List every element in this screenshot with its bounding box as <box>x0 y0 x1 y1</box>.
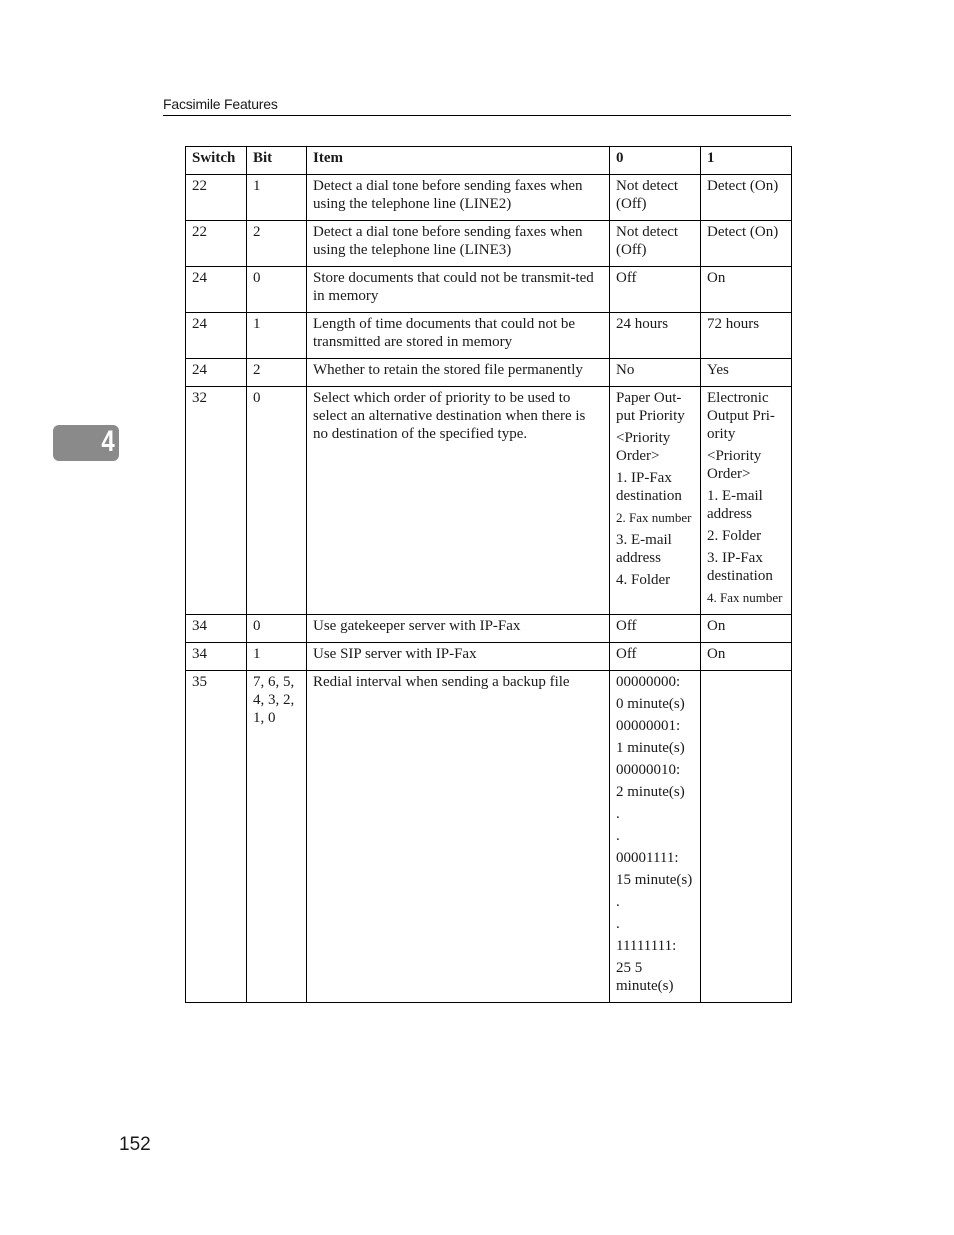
table-row <box>186 387 792 615</box>
item-cell: Use gatekeeper server with IP-Fax <box>307 615 610 643</box>
value-line: Off <box>616 270 637 286</box>
header-switch: Switch <box>186 147 247 175</box>
switch-cell: 34 <box>186 643 247 671</box>
value-line: . <box>616 828 620 844</box>
value-0-cell <box>610 221 701 267</box>
table-row <box>186 359 792 387</box>
switch-cell: 34 <box>186 615 247 643</box>
value-1-cell <box>701 221 792 267</box>
value-line: 1. IP-Fax destination <box>616 470 682 504</box>
switch-cell: 24 <box>186 267 247 313</box>
switch-settings-table <box>185 146 792 1003</box>
bit-cell: 0 <box>247 615 307 643</box>
value-line: 2. Fax number <box>616 510 692 525</box>
bit-cell: 2 <box>247 221 307 267</box>
chapter-tab <box>53 425 119 461</box>
item-cell: Detect a dial tone before sending faxes when using the telephone line (LINE2) <box>307 175 610 221</box>
value-line: Paper Out-put Priority <box>616 390 685 424</box>
value-line: . <box>616 916 620 932</box>
bit-cell: 1 <box>247 313 307 359</box>
value-line: 00001111: <box>616 850 679 866</box>
value-line: Electronic Output Pri-ority <box>707 390 775 442</box>
value-line: 1. E-mail address <box>707 488 763 522</box>
table-row <box>186 221 792 267</box>
table-row <box>186 671 792 1003</box>
item-cell: Redial interval when sending a backup file <box>307 671 610 1003</box>
value-1-cell <box>701 359 792 387</box>
table-body <box>186 175 792 1003</box>
value-line: 4. Folder <box>616 572 671 588</box>
value-1-cell <box>701 615 792 643</box>
value-line: 4. Fax number <box>707 590 783 605</box>
value-0-cell <box>610 359 701 387</box>
header-value-1: 1 <box>701 147 792 175</box>
value-line: No <box>616 362 635 378</box>
bit-cell: 2 <box>247 359 307 387</box>
value-line: 15 minute(s) <box>616 872 693 888</box>
header-item: Item <box>307 147 610 175</box>
value-0-cell <box>610 387 701 615</box>
switch-cell: 35 <box>186 671 247 1003</box>
table-row <box>186 175 792 221</box>
value-line: Detect (On) <box>707 224 779 240</box>
bit-cell: 1 <box>247 643 307 671</box>
bit-cell: 1 <box>247 175 307 221</box>
value-line: Detect (On) <box>707 178 779 194</box>
bit-cell: 0 <box>247 387 307 615</box>
value-0-cell <box>610 175 701 221</box>
value-line: 72 hours <box>707 316 760 332</box>
value-line: 3. IP-Fax destination <box>707 550 773 584</box>
value-0-cell <box>610 313 701 359</box>
page-number: 152 <box>119 1134 151 1155</box>
header-value-0: 0 <box>610 147 701 175</box>
table-row <box>186 615 792 643</box>
value-line: Off <box>616 618 637 634</box>
value-line: . <box>616 894 620 910</box>
value-1-cell <box>701 643 792 671</box>
item-cell: Select which order of priority to be used to select an alternative destination when there is no destination of the specified type. <box>307 387 610 615</box>
value-line: . <box>616 806 620 822</box>
table-row <box>186 267 792 313</box>
value-1-cell <box>701 387 792 615</box>
table-header-row <box>186 147 792 175</box>
value-line: On <box>707 646 726 662</box>
value-line: Yes <box>707 362 729 378</box>
value-line: 00000001: <box>616 718 681 734</box>
value-line: <Priority Order> <box>707 448 762 482</box>
value-line: <Priority Order> <box>616 430 671 464</box>
switch-cell: 32 <box>186 387 247 615</box>
bit-cell: 7, 6, 5, 4, 3, 2, 1, 0 <box>247 671 307 1003</box>
value-1-cell <box>701 671 792 1003</box>
value-0-cell <box>610 615 701 643</box>
value-line: On <box>707 270 726 286</box>
header-bit: Bit <box>247 147 307 175</box>
bit-cell: 0 <box>247 267 307 313</box>
value-line: 2. Folder <box>707 528 762 544</box>
value-0-cell <box>610 267 701 313</box>
item-cell: Detect a dial tone before sending faxes when using the telephone line (LINE3) <box>307 221 610 267</box>
header-rule <box>163 115 791 116</box>
value-line: 11111111: <box>616 938 677 954</box>
switch-cell: 24 <box>186 313 247 359</box>
value-line: 00000010: <box>616 762 681 778</box>
value-line: On <box>707 618 726 634</box>
value-line: 24 hours <box>616 316 669 332</box>
value-line: 00000000: <box>616 674 681 690</box>
table-row <box>186 643 792 671</box>
switch-cell: 22 <box>186 221 247 267</box>
value-1-cell <box>701 175 792 221</box>
value-line: 25 5 minute(s) <box>616 960 674 994</box>
running-header-title: Facsimile Features <box>163 96 278 112</box>
item-cell: Whether to retain the stored file permanently <box>307 359 610 387</box>
value-0-cell <box>610 643 701 671</box>
item-cell: Store documents that could not be transmit-ted in memory <box>307 267 610 313</box>
value-line: Not detect (Off) <box>616 178 679 212</box>
item-cell: Length of time documents that could not be transmitted are stored in memory <box>307 313 610 359</box>
item-cell: Use SIP server with IP-Fax <box>307 643 610 671</box>
value-line: 0 minute(s) <box>616 696 685 712</box>
value-line: 2 minute(s) <box>616 784 685 800</box>
value-line: 3. E-mail address <box>616 532 672 566</box>
switch-cell: 22 <box>186 175 247 221</box>
value-0-cell <box>610 671 701 1003</box>
value-1-cell <box>701 313 792 359</box>
value-line: Off <box>616 646 637 662</box>
table-row <box>186 313 792 359</box>
value-line: Not detect (Off) <box>616 224 679 258</box>
switch-cell: 24 <box>186 359 247 387</box>
chapter-tab-number: 4 <box>101 425 115 458</box>
value-line: 1 minute(s) <box>616 740 685 756</box>
value-1-cell <box>701 267 792 313</box>
